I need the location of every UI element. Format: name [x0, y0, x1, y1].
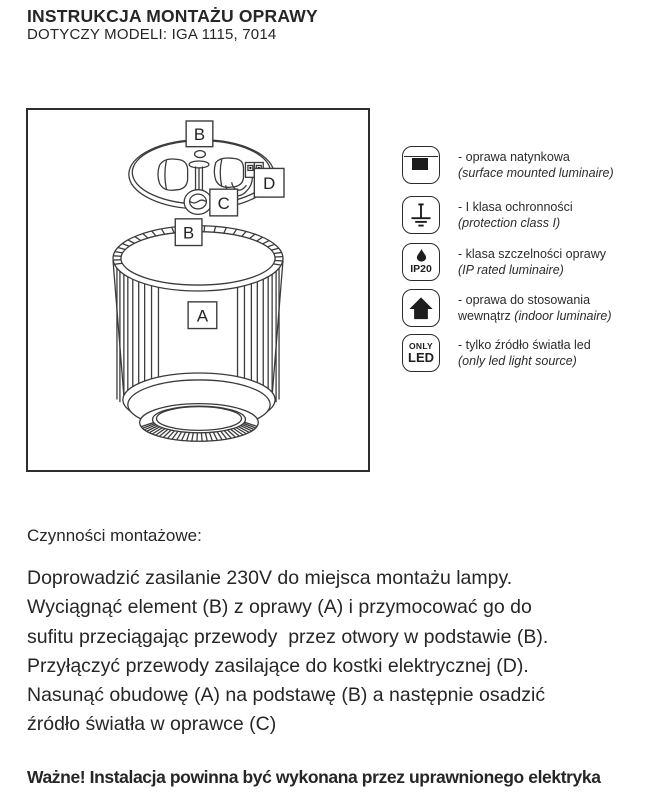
legend-label-en: (surface mounted luminaire): [458, 165, 614, 180]
legend-label-en: (only led light source): [458, 353, 577, 368]
instructions-paragraph: [27, 564, 548, 740]
legend-item-indoor: [402, 289, 664, 324]
page-title: INSTRUKCJA MONTAŻU OPRAWY: [27, 6, 318, 26]
label-c: [210, 189, 238, 216]
label-b-plate: [186, 121, 213, 147]
warning-text: Ważne! Instalacja powinna być wykonana przez uprawnionego elektryka: [27, 767, 601, 787]
droplet-icon: [416, 249, 427, 262]
legend-item-only-led: [402, 334, 664, 369]
ip20-label: IP20: [410, 263, 432, 275]
legend-item-ip-rating: [402, 243, 664, 278]
only-led-icon: [402, 334, 440, 372]
instruction-line: Doprowadzić zasilanie 230V do miejsca montażu lampy.: [27, 567, 513, 589]
legend-label-pl: - klasa szczelności oprawy: [458, 247, 606, 261]
indoor-luminaire-icon: [402, 289, 440, 327]
instruction-line: Przyłączyć przewody zasilające do kostki elektrycznej (D).: [27, 654, 529, 677]
led-label: LED: [408, 349, 434, 365]
svg-text:A: A: [196, 306, 209, 326]
label-b-shade: [175, 219, 202, 246]
legend-item-surface-mounted: [402, 146, 664, 181]
instruction-line: Wyciągnąć element (B) z oprawy (A) i przymocować go do: [27, 596, 532, 619]
instruction-line: źródło światła w oprawce (C): [27, 713, 277, 736]
protection-class-1-icon: [402, 196, 440, 234]
svg-text:C: C: [217, 193, 230, 213]
svg-text:B: B: [183, 223, 195, 243]
lamp-exploded-view-drawing: [28, 110, 368, 470]
instruction-line: sufitu przeciągając przewody przez otwory w podstawie (B).: [27, 625, 549, 648]
legend-label-en: (IP rated luminaire): [458, 262, 564, 277]
svg-text:B: B: [193, 124, 206, 144]
legend-label-pl: - I klasa ochronności: [458, 200, 573, 214]
legend-item-protection-class: [402, 196, 664, 231]
house-icon: [403, 290, 439, 326]
legend-label-en: wewnątrz (indoor luminaire): [458, 308, 612, 323]
assembly-diagram: [26, 108, 370, 472]
legend-label-en: (protection class I): [458, 215, 561, 230]
surface-mounted-luminaire-icon: [402, 146, 440, 184]
instruction-line: Nasunąć obudowę (A) na podstawę (B) a następnie osadzić: [27, 684, 546, 707]
luminaire-block: [412, 158, 428, 170]
legend-label-pl: - oprawa natynkowa: [458, 150, 570, 164]
svg-text:D: D: [263, 174, 276, 194]
label-d: [254, 168, 284, 197]
label-a: [188, 302, 217, 329]
only-label: ONLY: [408, 340, 434, 351]
legend-label-pl: - tylko źródło światła led: [458, 338, 591, 352]
ip-rating-icon: [402, 243, 440, 281]
page-subtitle: DOTYCZY MODELI: IGA 1115, 7014: [27, 26, 277, 43]
legend-label-pl: - oprawa do stosowania: [458, 293, 591, 307]
instructions-heading: Czynności montażowe:: [27, 526, 202, 545]
earth-ground-symbol: [403, 197, 439, 233]
